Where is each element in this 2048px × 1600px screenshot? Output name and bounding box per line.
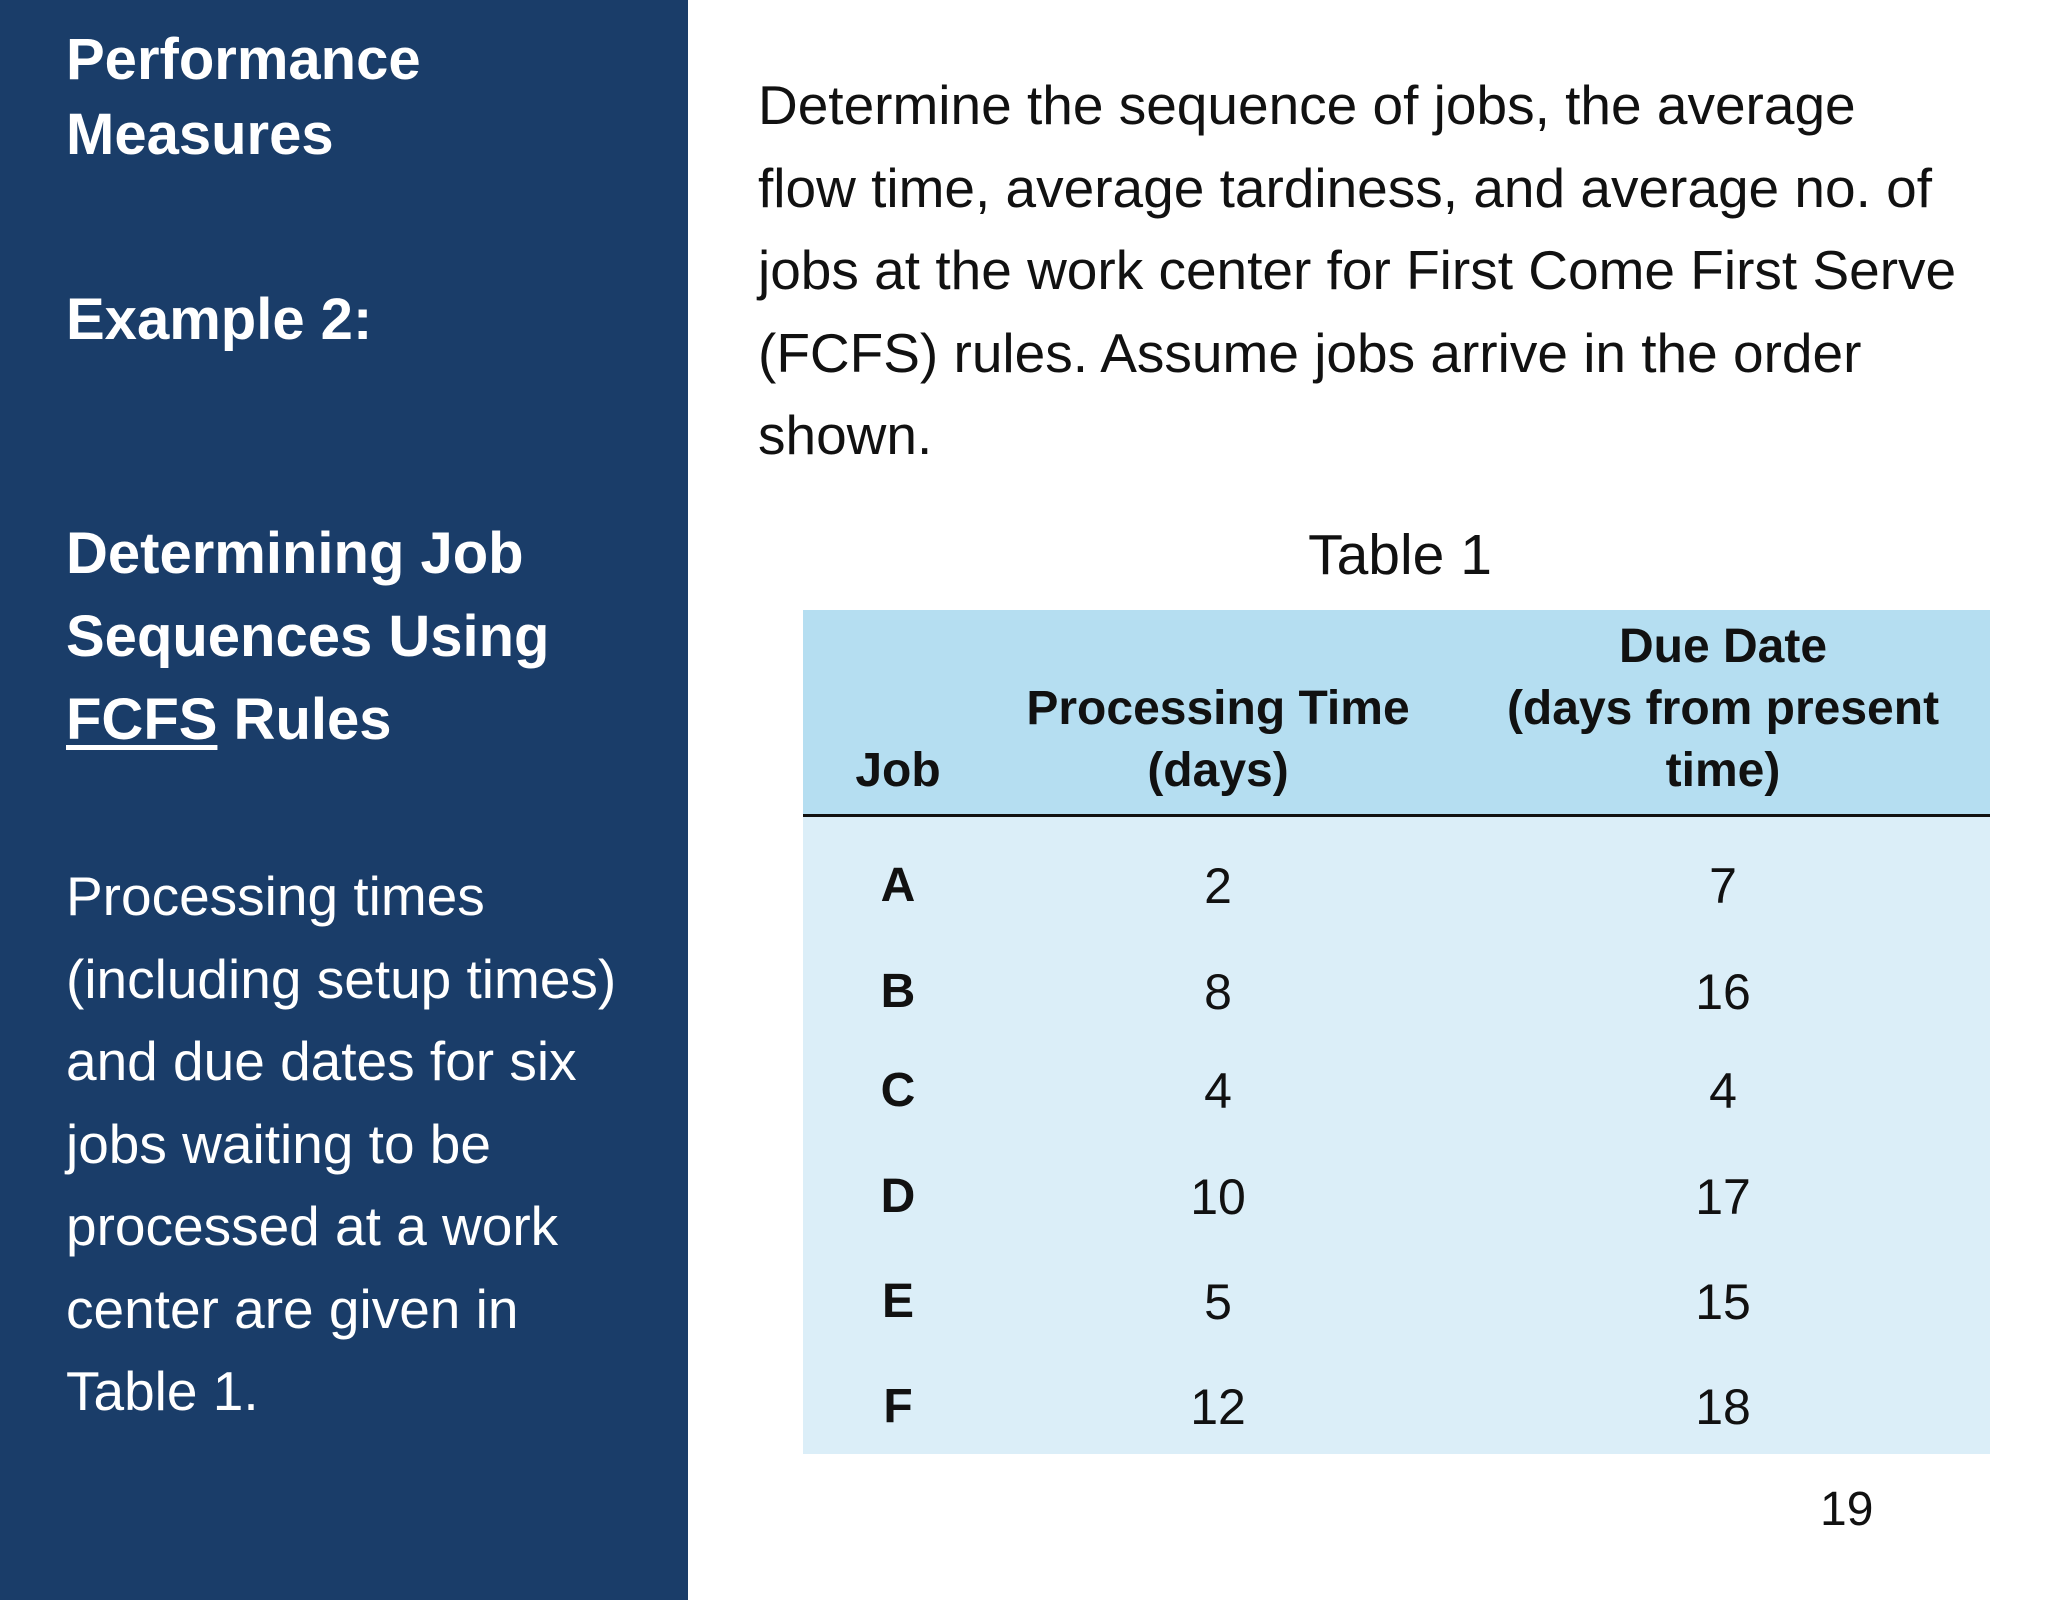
cell-job: E — [881, 1275, 914, 1328]
cell-processing-time: 12 — [1190, 1379, 1246, 1435]
table-header — [803, 610, 1990, 817]
slide-title: Performance Measures — [66, 27, 421, 167]
table-row — [803, 1267, 1990, 1337]
cell-due-date: 16 — [1695, 964, 1751, 1020]
problem-statement: Determine the sequence of jobs, the average flow time, average tardiness, and average no. of jobs at the work center for First Come First Serve (FCFS) rules. Assume jobs arrive in the order shown. — [758, 74, 1957, 466]
example-label: Example 2: — [66, 287, 373, 352]
table-row — [803, 957, 1990, 1027]
table-row — [803, 851, 1990, 921]
header-processing-time: Processing Time (days) — [1026, 682, 1410, 797]
table-row — [803, 1372, 1990, 1442]
table-caption: Table 1 — [1308, 523, 1492, 587]
header-due-date — [1463, 616, 1983, 802]
cell-processing-time: 2 — [1204, 858, 1232, 914]
cell-due-date: 15 — [1695, 1274, 1751, 1330]
cell-due-date: 18 — [1695, 1379, 1751, 1435]
cell-job: C — [880, 1064, 916, 1117]
header-due-date-line-1: Due Date — [1618, 620, 1828, 673]
cell-processing-time: 8 — [1204, 964, 1232, 1020]
jobs-table — [803, 610, 1990, 1454]
header-due-date-line-2: (days from present time) — [1506, 682, 1940, 797]
cell-processing-time: 5 — [1204, 1274, 1232, 1330]
cell-processing-time: 10 — [1190, 1169, 1246, 1225]
cell-job: F — [883, 1380, 913, 1433]
sidebar-description: Processing times (including setup times) and due dates for six jobs waiting to be processed at a work center are given in Table 1. — [66, 865, 617, 1422]
cell-job: A — [880, 859, 916, 912]
cell-due-date: 4 — [1709, 1063, 1737, 1119]
cell-job: B — [880, 965, 916, 1018]
table-row — [803, 1162, 1990, 1232]
cell-due-date: 7 — [1709, 858, 1737, 914]
cell-job: D — [880, 1170, 916, 1223]
cell-processing-time: 4 — [1204, 1063, 1232, 1119]
sidebar — [0, 0, 688, 1600]
slide-subtitle — [66, 512, 666, 761]
table-row — [803, 1056, 1990, 1126]
header-job: Job — [855, 744, 941, 797]
page-number: 19 — [1820, 1483, 1874, 1536]
cell-due-date: 17 — [1695, 1169, 1751, 1225]
subtitle-fcfs-underlined: FCFS — [66, 687, 218, 752]
subtitle-part-1: Determining Job Sequences Using — [66, 521, 550, 669]
subtitle-part-2: Rules — [217, 687, 392, 752]
